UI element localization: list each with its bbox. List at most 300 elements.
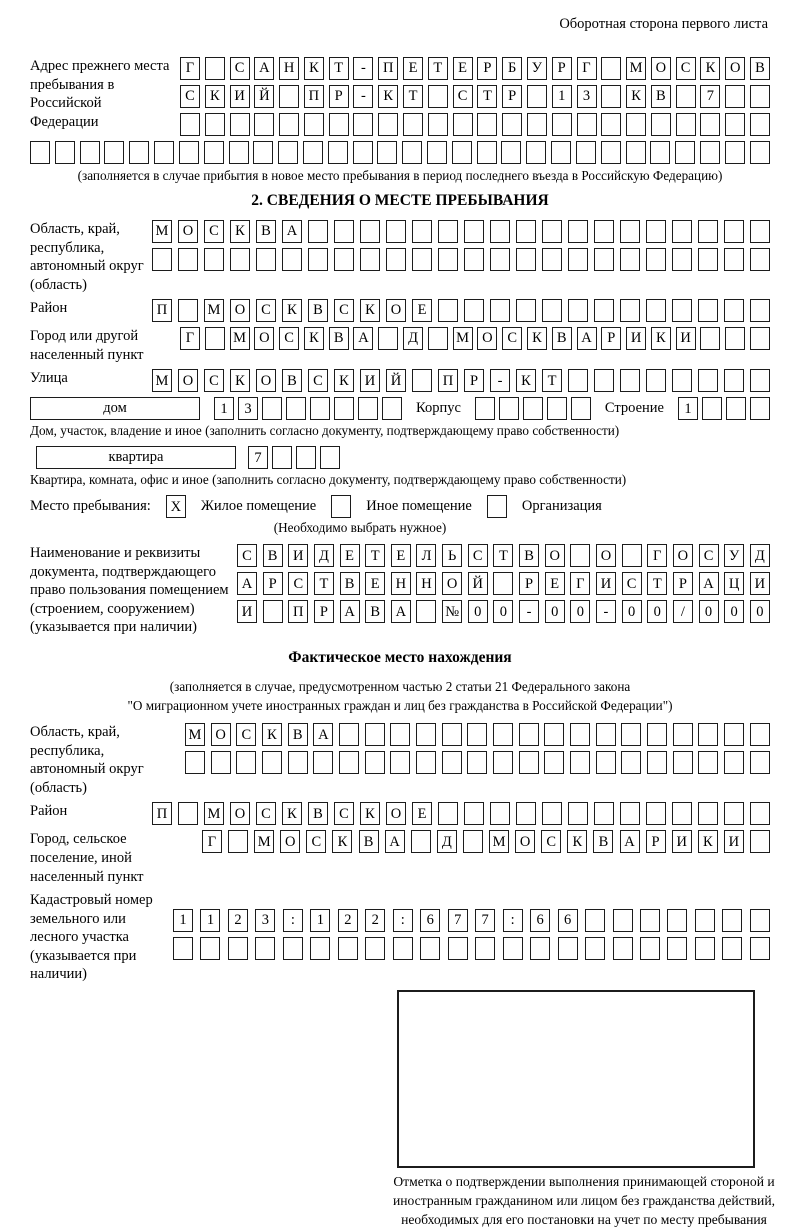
char-cell[interactable]	[467, 751, 487, 774]
char-cell[interactable]: И	[230, 85, 250, 108]
char-cell[interactable]	[620, 802, 640, 825]
char-cell[interactable]	[411, 830, 431, 853]
char-cell[interactable]: 0	[545, 600, 565, 623]
char-cell[interactable]: Р	[646, 830, 666, 853]
char-cell[interactable]	[255, 937, 275, 960]
char-cell[interactable]: Е	[545, 572, 565, 595]
char-cell[interactable]: К	[282, 299, 302, 322]
char-cell[interactable]: Е	[412, 802, 432, 825]
char-cell[interactable]: С	[236, 723, 256, 746]
char-cell[interactable]	[279, 85, 299, 108]
char-cell[interactable]	[724, 723, 744, 746]
char-cell[interactable]	[695, 909, 715, 932]
char-cell[interactable]	[613, 909, 633, 932]
char-cell[interactable]: -	[353, 85, 373, 108]
char-cell[interactable]: 1	[310, 909, 330, 932]
char-cell[interactable]	[594, 369, 614, 392]
char-cell[interactable]	[725, 113, 745, 136]
char-cell[interactable]	[178, 802, 198, 825]
char-cell[interactable]	[448, 937, 468, 960]
char-cell[interactable]	[544, 751, 564, 774]
char-cell[interactable]	[30, 141, 50, 164]
char-cell[interactable]	[568, 220, 588, 243]
char-cell[interactable]	[594, 220, 614, 243]
char-cell[interactable]	[698, 220, 718, 243]
char-cell[interactable]	[288, 751, 308, 774]
char-cell[interactable]: Г	[570, 572, 590, 595]
char-cell[interactable]: О	[254, 327, 274, 350]
char-cell[interactable]	[428, 327, 448, 350]
char-cell[interactable]: К	[230, 369, 250, 392]
char-cell[interactable]	[542, 299, 562, 322]
char-cell[interactable]	[646, 369, 666, 392]
char-cell[interactable]	[393, 937, 413, 960]
char-cell[interactable]	[542, 220, 562, 243]
char-cell[interactable]: Р	[314, 600, 334, 623]
char-cell[interactable]	[173, 937, 193, 960]
char-cell[interactable]: С	[204, 220, 224, 243]
char-cell[interactable]: К	[334, 369, 354, 392]
char-cell[interactable]	[750, 723, 770, 746]
char-cell[interactable]	[750, 248, 770, 271]
char-cell[interactable]	[519, 751, 539, 774]
char-cell[interactable]: 7	[700, 85, 720, 108]
char-cell[interactable]	[464, 220, 484, 243]
char-cell[interactable]: Т	[329, 57, 349, 80]
char-cell[interactable]	[620, 248, 640, 271]
char-cell[interactable]	[700, 113, 720, 136]
char-cell[interactable]: В	[593, 830, 613, 853]
char-cell[interactable]: О	[211, 723, 231, 746]
char-cell[interactable]	[416, 723, 436, 746]
char-cell[interactable]	[339, 723, 359, 746]
char-cell[interactable]	[205, 113, 225, 136]
char-cell[interactable]	[568, 299, 588, 322]
char-cell[interactable]: С	[622, 572, 642, 595]
char-cell[interactable]	[378, 327, 398, 350]
char-cell[interactable]: С	[502, 327, 522, 350]
char-cell[interactable]	[228, 937, 248, 960]
char-cell[interactable]	[724, 751, 744, 774]
char-cell[interactable]	[353, 113, 373, 136]
char-cell[interactable]	[283, 937, 303, 960]
char-cell[interactable]: С	[204, 369, 224, 392]
char-cell[interactable]	[585, 909, 605, 932]
char-cell[interactable]	[672, 220, 692, 243]
char-cell[interactable]: 1	[678, 397, 698, 420]
char-cell[interactable]	[442, 751, 462, 774]
char-cell[interactable]	[427, 141, 447, 164]
char-cell[interactable]: Г	[202, 830, 222, 853]
char-cell[interactable]	[416, 600, 436, 623]
char-cell[interactable]: Е	[365, 572, 385, 595]
char-cell[interactable]	[667, 937, 687, 960]
char-cell[interactable]: К	[378, 85, 398, 108]
char-cell[interactable]: Р	[519, 572, 539, 595]
char-cell[interactable]	[360, 220, 380, 243]
char-cell[interactable]	[438, 802, 458, 825]
char-cell[interactable]: 0	[724, 600, 744, 623]
char-cell[interactable]	[667, 909, 687, 932]
char-cell[interactable]: С	[334, 299, 354, 322]
char-cell[interactable]	[621, 751, 641, 774]
char-cell[interactable]	[570, 751, 590, 774]
char-cell[interactable]	[501, 141, 521, 164]
char-cell[interactable]	[724, 299, 744, 322]
char-cell[interactable]: А	[699, 572, 719, 595]
char-cell[interactable]	[230, 113, 250, 136]
char-cell[interactable]	[698, 369, 718, 392]
char-cell[interactable]: И	[626, 327, 646, 350]
char-cell[interactable]	[646, 220, 666, 243]
char-cell[interactable]	[726, 397, 746, 420]
char-cell[interactable]: 7	[448, 909, 468, 932]
char-cell[interactable]: Р	[673, 572, 693, 595]
char-cell[interactable]	[516, 248, 536, 271]
char-cell[interactable]	[286, 397, 306, 420]
char-cell[interactable]	[621, 723, 641, 746]
char-cell[interactable]: К	[230, 220, 250, 243]
char-cell[interactable]: Т	[428, 57, 448, 80]
char-cell[interactable]: А	[313, 723, 333, 746]
char-cell[interactable]: М	[626, 57, 646, 80]
char-cell[interactable]	[552, 113, 572, 136]
char-cell[interactable]	[420, 937, 440, 960]
char-cell[interactable]: 0	[750, 600, 770, 623]
char-cell[interactable]	[490, 220, 510, 243]
char-cell[interactable]	[104, 141, 124, 164]
char-cell[interactable]: С	[676, 57, 696, 80]
char-cell[interactable]: К	[205, 85, 225, 108]
char-cell[interactable]: Р	[601, 327, 621, 350]
char-cell[interactable]: К	[527, 327, 547, 350]
char-cell[interactable]	[672, 802, 692, 825]
char-cell[interactable]	[308, 248, 328, 271]
char-cell[interactable]: 2	[228, 909, 248, 932]
char-cell[interactable]: С	[306, 830, 326, 853]
checkbox-inoe[interactable]	[331, 495, 351, 518]
char-cell[interactable]	[493, 723, 513, 746]
char-cell[interactable]: С	[541, 830, 561, 853]
char-cell[interactable]	[725, 85, 745, 108]
char-cell[interactable]	[464, 248, 484, 271]
char-cell[interactable]: 3	[255, 909, 275, 932]
char-cell[interactable]: И	[676, 327, 696, 350]
checkbox-organizaciya[interactable]	[487, 495, 507, 518]
char-cell[interactable]	[724, 802, 744, 825]
char-cell[interactable]	[490, 802, 510, 825]
char-cell[interactable]: А	[385, 830, 405, 853]
char-cell[interactable]	[673, 751, 693, 774]
char-cell[interactable]	[576, 141, 596, 164]
char-cell[interactable]: М	[152, 220, 172, 243]
char-cell[interactable]	[672, 369, 692, 392]
char-cell[interactable]	[700, 327, 720, 350]
char-cell[interactable]	[412, 220, 432, 243]
char-cell[interactable]	[254, 113, 274, 136]
char-cell[interactable]: Т	[493, 544, 513, 567]
char-cell[interactable]	[262, 751, 282, 774]
char-cell[interactable]: Т	[647, 572, 667, 595]
char-cell[interactable]: С	[334, 802, 354, 825]
char-cell[interactable]	[596, 751, 616, 774]
char-cell[interactable]: Й	[386, 369, 406, 392]
char-cell[interactable]	[438, 299, 458, 322]
char-cell[interactable]: С	[230, 57, 250, 80]
char-cell[interactable]: 0	[570, 600, 590, 623]
char-cell[interactable]	[750, 802, 770, 825]
char-cell[interactable]: Р	[477, 57, 497, 80]
char-cell[interactable]	[698, 723, 718, 746]
char-cell[interactable]	[382, 397, 402, 420]
char-cell[interactable]	[542, 248, 562, 271]
char-cell[interactable]: 6	[420, 909, 440, 932]
char-cell[interactable]: М	[204, 802, 224, 825]
char-cell[interactable]	[428, 113, 448, 136]
char-cell[interactable]	[724, 369, 744, 392]
char-cell[interactable]	[464, 802, 484, 825]
char-cell[interactable]	[750, 751, 770, 774]
char-cell[interactable]	[526, 141, 546, 164]
char-cell[interactable]	[228, 830, 248, 853]
char-cell[interactable]: В	[308, 299, 328, 322]
char-cell[interactable]	[673, 723, 693, 746]
char-cell[interactable]: С	[279, 327, 299, 350]
char-cell[interactable]: Н	[279, 57, 299, 80]
char-cell[interactable]: А	[391, 600, 411, 623]
char-cell[interactable]	[626, 113, 646, 136]
char-cell[interactable]	[724, 220, 744, 243]
char-cell[interactable]: С	[468, 544, 488, 567]
char-cell[interactable]	[230, 248, 250, 271]
char-cell[interactable]: 3	[238, 397, 258, 420]
char-cell[interactable]	[229, 141, 249, 164]
char-cell[interactable]	[365, 937, 385, 960]
char-cell[interactable]	[672, 248, 692, 271]
char-cell[interactable]	[725, 327, 745, 350]
char-cell[interactable]: А	[237, 572, 257, 595]
char-cell[interactable]: О	[230, 802, 250, 825]
char-cell[interactable]: Н	[391, 572, 411, 595]
char-cell[interactable]: :	[393, 909, 413, 932]
char-cell[interactable]	[403, 113, 423, 136]
char-cell[interactable]: -	[596, 600, 616, 623]
char-cell[interactable]: П	[152, 299, 172, 322]
char-cell[interactable]	[477, 141, 497, 164]
char-cell[interactable]: Д	[314, 544, 334, 567]
char-cell[interactable]: П	[288, 600, 308, 623]
char-cell[interactable]	[695, 937, 715, 960]
char-cell[interactable]: -	[353, 57, 373, 80]
char-cell[interactable]: Т	[403, 85, 423, 108]
char-cell[interactable]: И	[596, 572, 616, 595]
char-cell[interactable]: Т	[477, 85, 497, 108]
char-cell[interactable]	[339, 751, 359, 774]
char-cell[interactable]	[547, 397, 567, 420]
char-cell[interactable]: 1	[552, 85, 572, 108]
char-cell[interactable]: 0	[493, 600, 513, 623]
char-cell[interactable]	[329, 113, 349, 136]
char-cell[interactable]: В	[288, 723, 308, 746]
char-cell[interactable]: О	[178, 220, 198, 243]
char-cell[interactable]	[640, 937, 660, 960]
char-cell[interactable]: К	[282, 802, 302, 825]
char-cell[interactable]	[570, 544, 590, 567]
char-cell[interactable]: О	[477, 327, 497, 350]
char-cell[interactable]	[490, 248, 510, 271]
char-cell[interactable]	[272, 446, 292, 469]
char-cell[interactable]: Й	[468, 572, 488, 595]
char-cell[interactable]: П	[304, 85, 324, 108]
char-cell[interactable]	[516, 802, 536, 825]
char-cell[interactable]: В	[359, 830, 379, 853]
char-cell[interactable]: Б	[502, 57, 522, 80]
char-cell[interactable]: В	[552, 327, 572, 350]
char-cell[interactable]	[204, 248, 224, 271]
char-cell[interactable]: В	[651, 85, 671, 108]
char-cell[interactable]	[360, 248, 380, 271]
char-cell[interactable]: С	[180, 85, 200, 108]
char-cell[interactable]: О	[230, 299, 250, 322]
char-cell[interactable]: Е	[403, 57, 423, 80]
char-cell[interactable]: 3	[577, 85, 597, 108]
char-cell[interactable]	[698, 802, 718, 825]
char-cell[interactable]	[499, 397, 519, 420]
char-cell[interactable]	[544, 723, 564, 746]
char-cell[interactable]	[493, 572, 513, 595]
char-cell[interactable]: В	[519, 544, 539, 567]
char-cell[interactable]	[55, 141, 75, 164]
char-cell[interactable]: 6	[558, 909, 578, 932]
char-cell[interactable]: К	[651, 327, 671, 350]
char-cell[interactable]: К	[360, 299, 380, 322]
char-cell[interactable]: К	[567, 830, 587, 853]
char-cell[interactable]	[378, 113, 398, 136]
char-cell[interactable]	[568, 248, 588, 271]
char-cell[interactable]: :	[283, 909, 303, 932]
char-cell[interactable]: Н	[416, 572, 436, 595]
char-cell[interactable]	[303, 141, 323, 164]
char-cell[interactable]: И	[724, 830, 744, 853]
char-cell[interactable]: Е	[391, 544, 411, 567]
char-cell[interactable]	[568, 802, 588, 825]
char-cell[interactable]: О	[515, 830, 535, 853]
char-cell[interactable]: Ь	[442, 544, 462, 567]
char-cell[interactable]: /	[673, 600, 693, 623]
char-cell[interactable]	[750, 113, 770, 136]
char-cell[interactable]	[334, 220, 354, 243]
char-cell[interactable]	[180, 113, 200, 136]
char-cell[interactable]	[503, 937, 523, 960]
char-cell[interactable]	[523, 397, 543, 420]
char-cell[interactable]	[256, 248, 276, 271]
char-cell[interactable]	[253, 141, 273, 164]
char-cell[interactable]: 0	[622, 600, 642, 623]
char-cell[interactable]	[542, 802, 562, 825]
char-cell[interactable]	[205, 57, 225, 80]
char-cell[interactable]: И	[360, 369, 380, 392]
char-cell[interactable]	[613, 937, 633, 960]
char-cell[interactable]: С	[308, 369, 328, 392]
char-cell[interactable]: С	[256, 299, 276, 322]
char-cell[interactable]	[152, 248, 172, 271]
char-cell[interactable]	[412, 248, 432, 271]
char-cell[interactable]	[676, 85, 696, 108]
char-cell[interactable]	[475, 937, 495, 960]
char-cell[interactable]	[722, 937, 742, 960]
char-cell[interactable]	[601, 141, 621, 164]
char-cell[interactable]	[502, 113, 522, 136]
char-cell[interactable]	[594, 802, 614, 825]
char-cell[interactable]: О	[545, 544, 565, 567]
char-cell[interactable]	[334, 397, 354, 420]
char-cell[interactable]: Р	[263, 572, 283, 595]
char-cell[interactable]	[442, 723, 462, 746]
char-cell[interactable]	[700, 141, 720, 164]
char-cell[interactable]: Г	[180, 327, 200, 350]
char-cell[interactable]	[205, 327, 225, 350]
char-cell[interactable]	[647, 751, 667, 774]
char-cell[interactable]	[353, 141, 373, 164]
char-cell[interactable]: К	[698, 830, 718, 853]
char-cell[interactable]: П	[152, 802, 172, 825]
char-cell[interactable]	[328, 141, 348, 164]
char-cell[interactable]	[185, 751, 205, 774]
char-cell[interactable]	[365, 723, 385, 746]
char-cell[interactable]: Д	[750, 544, 770, 567]
char-cell[interactable]	[262, 397, 282, 420]
char-cell[interactable]	[698, 299, 718, 322]
char-cell[interactable]	[647, 723, 667, 746]
char-cell[interactable]	[416, 751, 436, 774]
char-cell[interactable]: И	[237, 600, 257, 623]
char-cell[interactable]	[530, 937, 550, 960]
char-cell[interactable]	[646, 248, 666, 271]
char-cell[interactable]	[571, 397, 591, 420]
char-cell[interactable]: Г	[180, 57, 200, 80]
char-cell[interactable]	[263, 600, 283, 623]
char-cell[interactable]: О	[725, 57, 745, 80]
char-cell[interactable]	[558, 937, 578, 960]
char-cell[interactable]: О	[442, 572, 462, 595]
char-cell[interactable]	[620, 299, 640, 322]
char-cell[interactable]	[402, 141, 422, 164]
char-cell[interactable]: М	[185, 723, 205, 746]
char-cell[interactable]: В	[263, 544, 283, 567]
char-cell[interactable]	[80, 141, 100, 164]
char-cell[interactable]	[463, 830, 483, 853]
char-cell[interactable]: М	[152, 369, 172, 392]
char-cell[interactable]	[179, 141, 199, 164]
char-cell[interactable]	[750, 397, 770, 420]
char-cell[interactable]: С	[453, 85, 473, 108]
char-cell[interactable]: И	[672, 830, 692, 853]
char-cell[interactable]: Д	[437, 830, 457, 853]
char-cell[interactable]	[493, 751, 513, 774]
char-cell[interactable]	[386, 248, 406, 271]
char-cell[interactable]	[750, 369, 770, 392]
char-cell[interactable]	[477, 113, 497, 136]
char-cell[interactable]	[154, 141, 174, 164]
char-cell[interactable]: Р	[464, 369, 484, 392]
char-cell[interactable]: Ц	[724, 572, 744, 595]
char-cell[interactable]	[702, 397, 722, 420]
char-cell[interactable]	[646, 802, 666, 825]
char-cell[interactable]: А	[577, 327, 597, 350]
char-cell[interactable]	[334, 248, 354, 271]
char-cell[interactable]	[601, 85, 621, 108]
char-cell[interactable]: :	[503, 909, 523, 932]
